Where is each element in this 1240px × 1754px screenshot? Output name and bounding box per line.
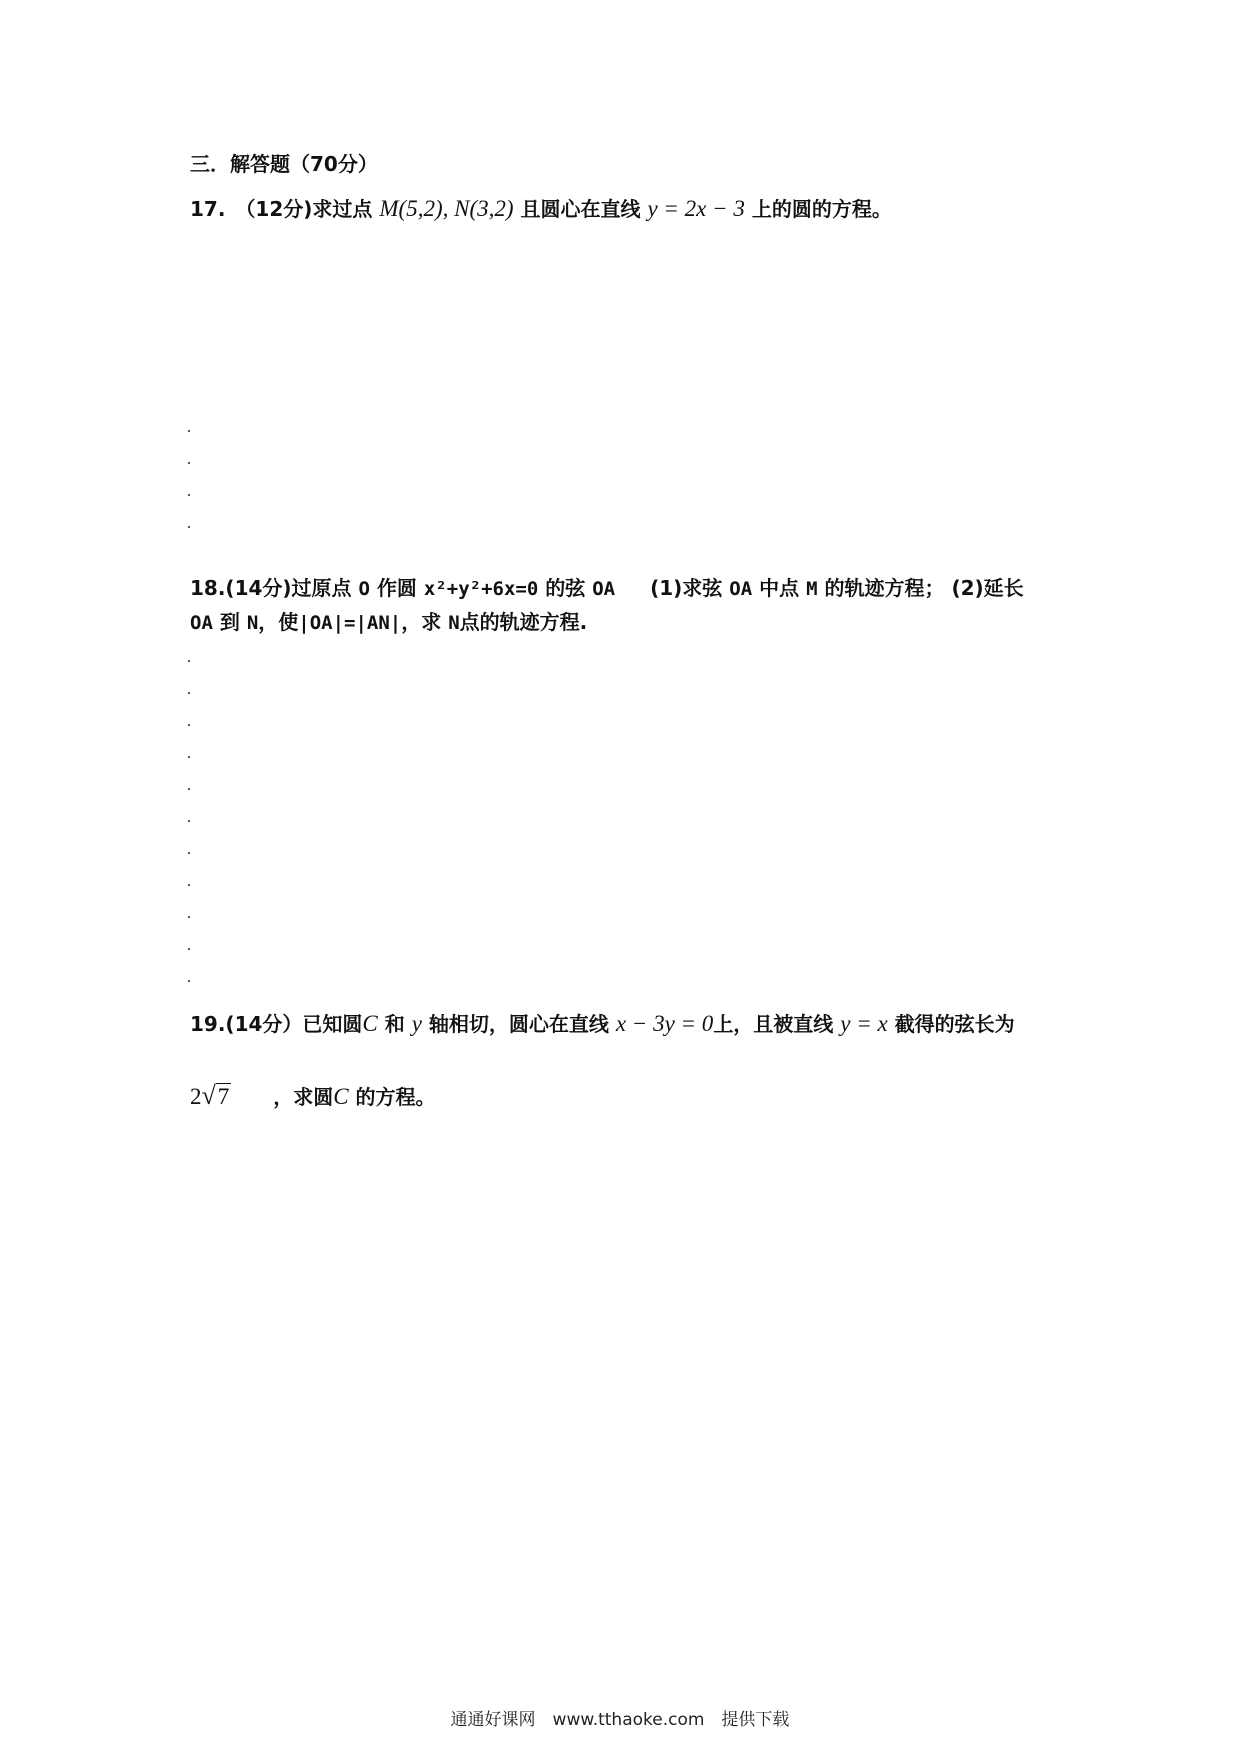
- question-18-line-2: [190, 608, 587, 637]
- scan-mark: [188, 494, 190, 496]
- q19-circle-c2: C: [333, 1084, 349, 1109]
- section-heading-text: 三．解答题（70分）: [190, 152, 378, 176]
- q18-part1-chord: OA: [729, 578, 753, 600]
- scan-mark: [188, 756, 190, 758]
- scan-mark: [188, 430, 190, 432]
- scan-mark: [188, 462, 190, 464]
- q18-line2-suffix: ，求: [401, 610, 442, 634]
- scan-mark: [188, 884, 190, 886]
- q19-chord-length: [190, 1082, 231, 1111]
- q19-circle-c: C: [362, 1011, 378, 1036]
- q17-mid: 且圆心在直线: [520, 197, 641, 221]
- scan-mark: [188, 948, 190, 950]
- scan-mark: [188, 724, 190, 726]
- question-19-line-2: [190, 1082, 436, 1111]
- q19-y-axis: y: [411, 1011, 422, 1036]
- scan-mark: [188, 692, 190, 694]
- q18-part1-mid: 中点: [759, 576, 800, 600]
- scan-mark: [188, 788, 190, 790]
- q18-part2-prefix: (2)延长: [951, 576, 1024, 600]
- q18-chord: OA: [592, 578, 616, 600]
- q19-center-line: x − 3y = 0: [615, 1011, 714, 1036]
- q18-line2-equation: |OA|=|AN|: [298, 612, 402, 634]
- section-heading: [190, 150, 378, 178]
- scan-mark: [188, 660, 190, 662]
- q18-line2-chord: OA: [190, 612, 213, 634]
- q19-chord-coef: 2: [190, 1084, 202, 1109]
- q18-circle-equation: x²+y²+6x=0: [423, 578, 539, 600]
- q19-line2-prefix: ，求圆: [273, 1085, 334, 1109]
- scan-mark: [188, 852, 190, 854]
- q18-part1-prefix: (1)求弦: [650, 576, 723, 600]
- q18-part1-point: M: [806, 578, 818, 600]
- footer-text: 通通好课网 www.tthaoke.com 提供下载: [450, 1710, 790, 1730]
- q18-origin: O: [358, 578, 370, 600]
- q19-chord-radicand: 7: [217, 1084, 230, 1109]
- q19-mid2: 上，且被直线: [713, 1012, 834, 1036]
- question-18-line-1: [190, 574, 1024, 603]
- q18-line2-point2: N: [448, 612, 460, 634]
- q19-mid1: 轴相切，圆心在直线: [428, 1012, 609, 1036]
- q19-suffix1: 截得的弦长为: [894, 1012, 1015, 1036]
- q19-cut-line: y = x: [840, 1011, 888, 1036]
- q17-points: M(5,2), N(3,2): [379, 196, 514, 221]
- q19-and: 和: [384, 1012, 405, 1036]
- scan-mark: [188, 820, 190, 822]
- q17-suffix: 上的圆的方程。: [751, 197, 892, 221]
- q18-mid: 作圆: [376, 576, 417, 600]
- radical-sign-icon: √: [201, 1081, 216, 1110]
- q18-part1-suffix: 的轨迹方程；: [824, 576, 945, 600]
- q18-prefix: 18.(14分)过原点: [190, 576, 352, 600]
- q18-line2-mid: ，使: [258, 610, 299, 634]
- question-17: [190, 195, 892, 223]
- q19-prefix: 19.(14分）已知圆: [190, 1012, 363, 1036]
- q18-mid2: 的弦: [545, 576, 586, 600]
- scan-mark: [188, 526, 190, 528]
- q18-line2-end: 点的轨迹方程.: [459, 610, 588, 634]
- page-footer: [0, 1705, 1240, 1730]
- question-19-line-1: [190, 1010, 1015, 1038]
- q17-prefix: 17. （12分)求过点: [190, 197, 373, 221]
- q19-line2-suffix: 的方程。: [355, 1085, 436, 1109]
- scan-mark: [188, 916, 190, 918]
- scan-mark: [188, 980, 190, 982]
- q18-line2-point: N: [246, 612, 259, 634]
- q17-line-equation: y = 2x − 3: [647, 196, 745, 221]
- q18-line2-to: 到: [219, 610, 240, 634]
